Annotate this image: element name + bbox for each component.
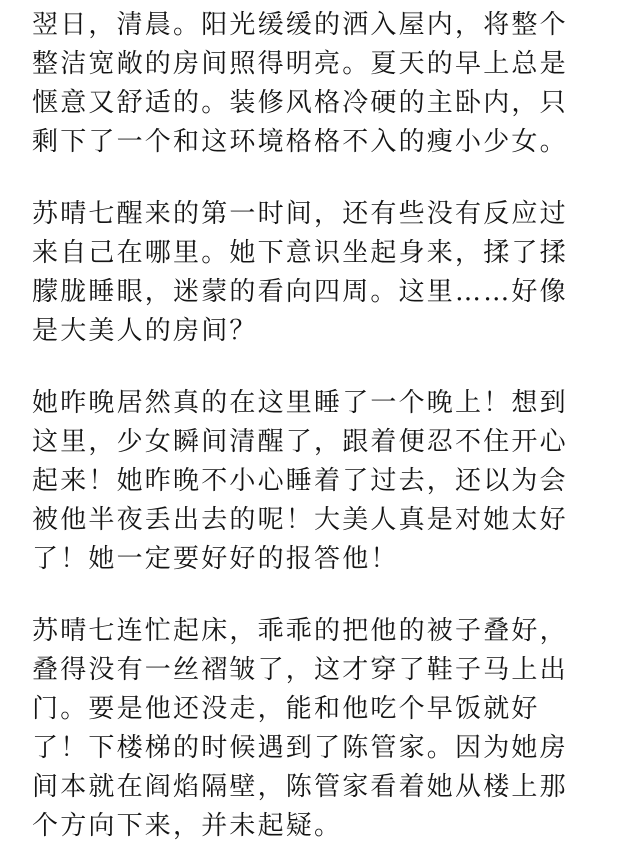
paragraph-4 <box>32 612 632 846</box>
text-line: 惬意又舒适的。装修风格冷硬的主卧内，只 <box>32 88 568 118</box>
text-line: 门。要是他还没走，能和他吃个早饭就好 <box>32 694 540 724</box>
paragraph-2 <box>32 195 632 351</box>
text-line: 起来！她昨晚不小心睡着了过去，还以为会 <box>32 466 568 496</box>
text-line: 间本就在阎焰隔壁，陈管家看着她从楼上那 <box>32 772 568 802</box>
text-line: 叠得没有一丝褶皱了，这才穿了鞋子马上出 <box>32 655 568 685</box>
paragraph-1 <box>32 6 632 162</box>
text-line: 朦胧睡眼，迷蒙的看向四周。这里……好像 <box>32 277 568 307</box>
text-line: 苏晴七醒来的第一时间，还有些没有反应过 <box>32 199 568 229</box>
text-line: 被他半夜丢出去的呢！大美人真是对她太好 <box>32 505 568 535</box>
text-line: 她昨晚居然真的在这里睡了一个晚上！想到 <box>32 388 568 418</box>
paragraph-3 <box>32 384 632 579</box>
text-line: 了！她一定要好好的报答他！ <box>32 544 399 574</box>
text-line: 这里，少女瞬间清醒了，跟着便忍不住开心 <box>32 427 568 457</box>
text-line: 翌日，清晨。阳光缓缓的洒入屋内，将整个 <box>32 10 568 40</box>
text-line: 整洁宽敞的房间照得明亮。夏天的早上总是 <box>32 49 568 79</box>
text-line: 剩下了一个和这环境格格不入的瘦小少女。 <box>32 127 568 157</box>
text-line: 来自己在哪里。她下意识坐起身来，揉了揉 <box>32 238 568 268</box>
text-line: 了！下楼梯的时候遇到了陈管家。因为她房 <box>32 733 568 763</box>
text-line: 个方向下来，并未起疑。 <box>32 811 343 841</box>
text-line: 是大美人的房间？ <box>32 316 258 346</box>
text-line: 苏晴七连忙起床，乖乖的把他的被子叠好， <box>32 616 568 646</box>
